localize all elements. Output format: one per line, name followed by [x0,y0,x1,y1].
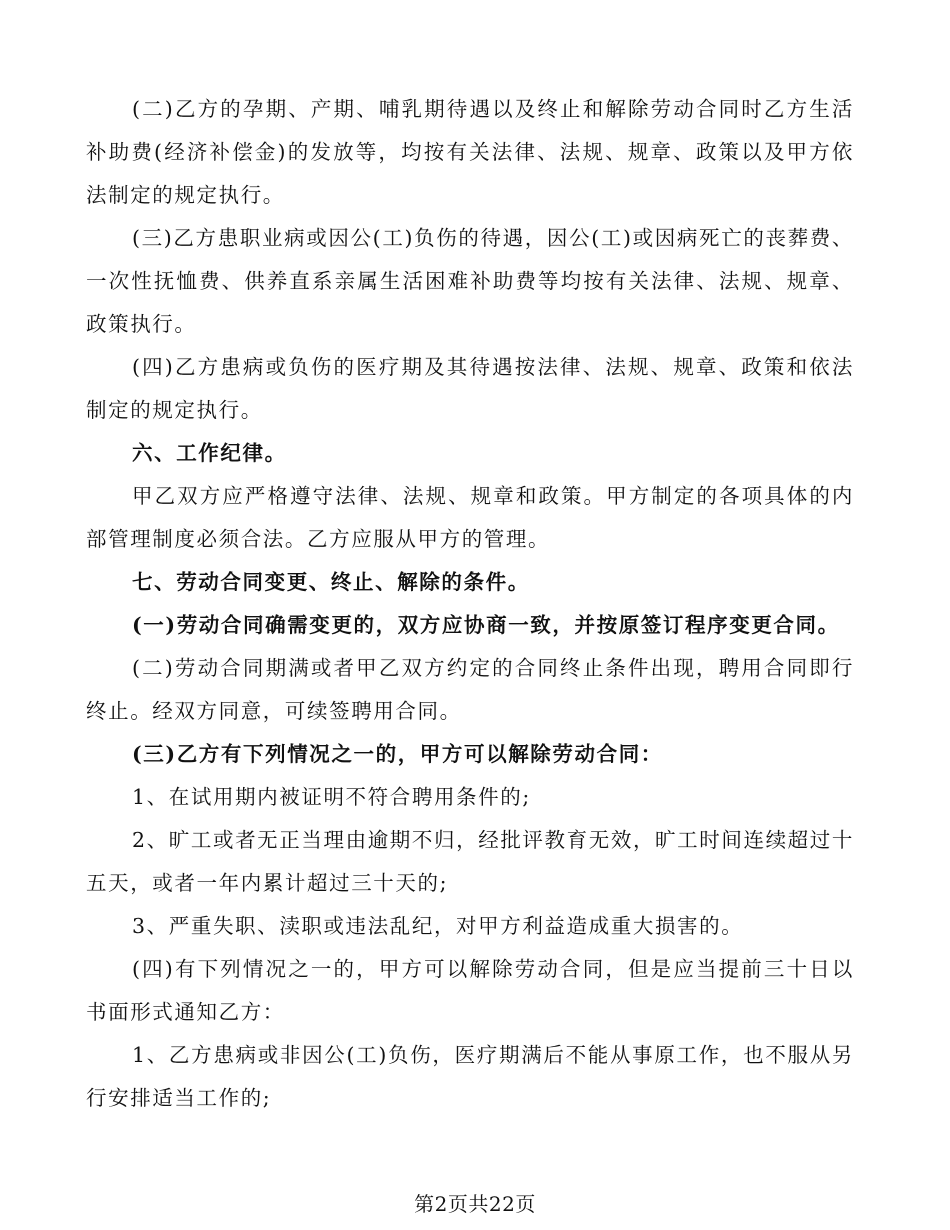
page-number: 第2页共22页 [414,1192,536,1216]
paragraph: (二)乙方的孕期、产期、哺乳期待遇以及终止和解除劳动合同时乙方生活补助费(经济补偿金)的发放等，均按有关法律、法规、规章、政策以及甲方依法制定的规定执行。 [86,97,854,207]
paragraph: 甲乙双方应严格遵守法律、法规、规章和政策。甲方制定的各项具体的内部管理制度必须合法。乙方应服从甲方的管理。 [86,484,854,551]
clause-bold: (一)劳动合同确需变更的，双方应协商一致，并按原签订程序变更合同。 [132,613,840,637]
clause-bold: (三)乙方有下列情况之一的，甲方可以解除劳动合同： [132,742,663,766]
list-item: 3、严重失职、渎职或违法乱纪，对甲方利益造成重大损害的。 [132,914,744,938]
paragraph: (二)劳动合同期满或者甲乙双方约定的合同终止条件出现，聘用合同即行终止。经双方同意，可续签聘用合同。 [86,656,854,723]
document-body [86,88,854,1120]
paragraph: (四)乙方患病或负伤的医疗期及其待遇按法律、法规、规章、政策和依法制定的规定执行。 [86,355,854,422]
section-heading: 七、劳动合同变更、终止、解除的条件。 [132,570,530,594]
paragraph: (四)有下列情况之一的，甲方可以解除劳动合同，但是应当提前三十日以书面形式通知乙方： [86,957,854,1024]
paragraph: (三)乙方患职业病或因公(工)负伤的待遇，因公(工)或因病死亡的丧葬费、一次性抚恤费、供养直系亲属生活困难补助费等均按有关法律、法规、规章、政策执行。 [86,226,854,336]
list-item: 1、乙方患病或非因公(工)负伤，医疗期满后不能从事原工作，也不服从另行安排适当工作的; [86,1043,854,1110]
section-heading: 六、工作纪律。 [132,441,287,465]
list-item: 2、旷工或者无正当理由逾期不归，经批评教育无效，旷工时间连续超过十五天，或者一年内累计超过三十天的; [86,828,854,895]
list-item: 1、在试用期内被证明不符合聘用条件的; [132,785,531,809]
